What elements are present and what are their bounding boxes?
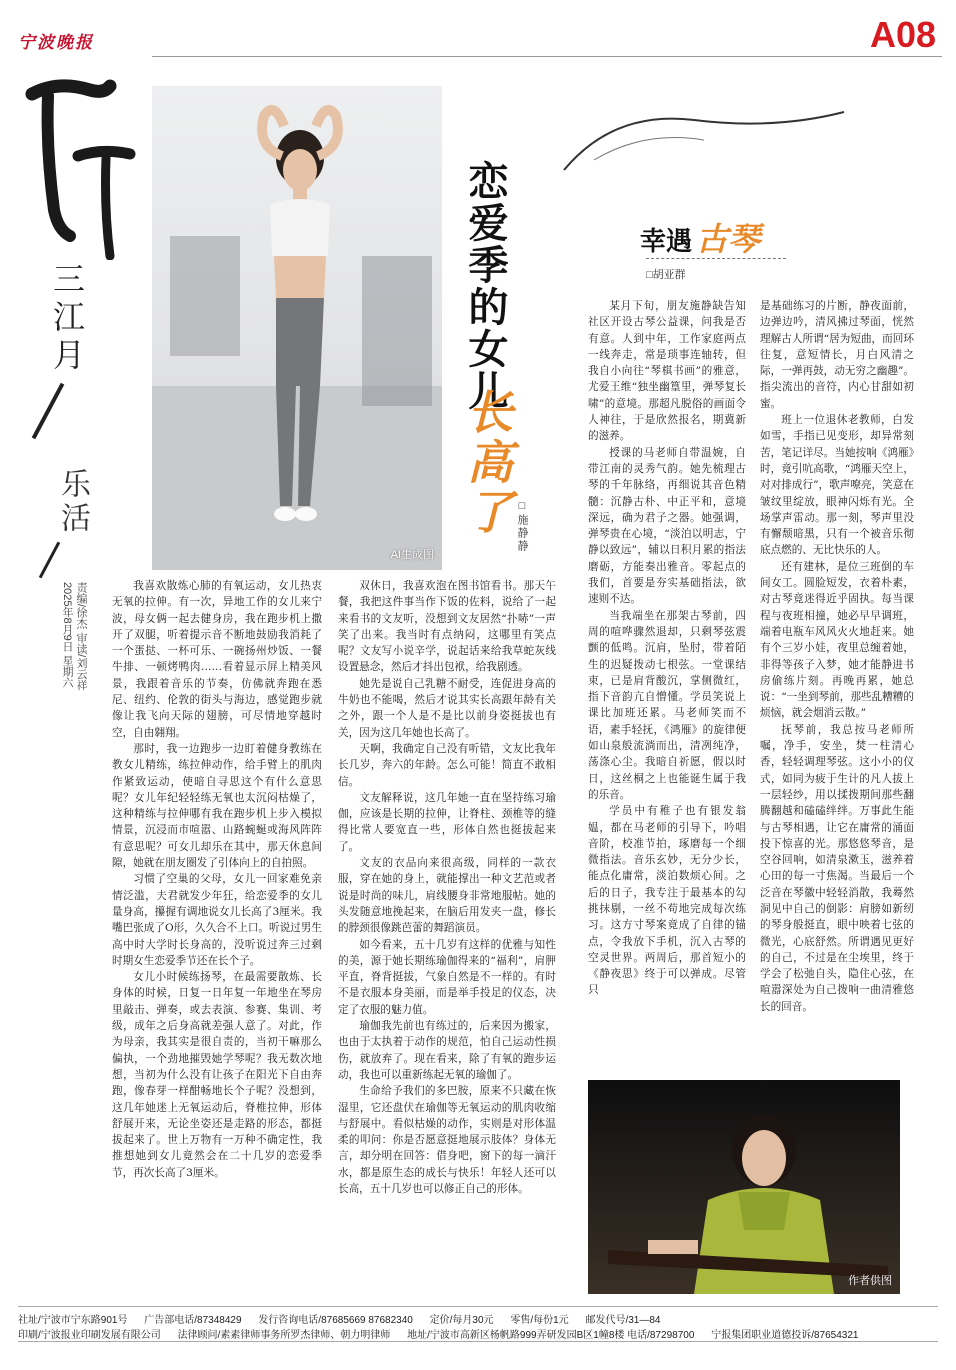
article1-paragraph: 瑜伽我先前也有练过的，后来因为搬家，也由于太执着于动作的规范，怕自己运动性损伤，就放弃了。现在看来，除了有氧的跑步运动，我也可以重新练起无氧的瑜伽了。 bbox=[338, 1020, 556, 1081]
article1-paragraph: 生命给予我们的多巴胺，原来不只藏在恢湿里，它还盘伏在瑜伽等无氧运动的肌肉收缩与舒展中。看似枯燥的动作，实则是对形体温柔的叩问：你是否愿意挺地展示肢体？身体无言，却分明在回答：借身吧，窗下的每一滴汗水，都是原生态的成长与快乐！年轻人还可以长高，五十几岁也可以修正自己的形体。 bbox=[338, 1085, 556, 1195]
page-number: A08 bbox=[869, 14, 936, 55]
article1-paragraph: 女儿小时候练扬琴，在最需要散炼、长身体的时候，日复一日年复一年地坐在琴房里敲击、弹奏，或去表演、参赛、集训、考级，成年之后身高就差强人意了。对此，作为母亲，我其实是很自责的，当初干嘛那么偏执，一个劲地摧毁她学琴呢？我无数次地想，当初为什么没有让孩子在阳光下自由奔跑，像春芽一样酣畅地长个子呢？没想到，这几年她迷上无氧运动后，脊椎拉伸，形体舒展开来，无论坐姿还是走路的形态，都挺拔起来了。世上万物有一万种不确定性，我推想她到女儿竟然会在二十几岁的恋爱季节，再次长高了3厘米。 bbox=[112, 971, 322, 1179]
footer-ad-phone: 广告部电话/87348429 bbox=[144, 1315, 242, 1326]
footer-ethics-complaint: 宁报集团职业道德投诉/87654321 bbox=[711, 1330, 859, 1341]
header-rule bbox=[152, 56, 942, 57]
footer-rule-top bbox=[18, 1306, 938, 1307]
footer-line-1 bbox=[18, 1311, 674, 1326]
article2-col2 bbox=[760, 298, 914, 1015]
article2-title-plain: 幸遇 bbox=[640, 226, 693, 256]
article1-byline: □施静静 bbox=[516, 500, 528, 553]
fitness-photo bbox=[152, 86, 442, 570]
article2-byline: □胡亚群 bbox=[646, 269, 686, 281]
article2-col1 bbox=[588, 298, 746, 999]
footer-legal-advisor: 法律顾问/素素律师事务所罗杰律师、朝力明律师 bbox=[177, 1330, 391, 1341]
section-subtitle: 乐活 bbox=[55, 468, 90, 536]
article2-title bbox=[640, 214, 760, 260]
article1-title-accent: 长高了 bbox=[460, 388, 514, 538]
article2-paragraph: 班上一位退休老教师，白发如雪，手指已见变形，却异常刻苦，笔记详尽。当她按响《鸿雁》时，竟引吭高歌，“鸿雁天空上，对对排成行”，歌声嘹亮，笑意在皱纹里绽放，眼神闪烁有光。全场掌声雷动。那一刻，琴声里没有懈颓暗黑，只有一个被音乐彻底点燃的、无比快乐的人。 bbox=[760, 414, 914, 557]
article2-paragraph: 抚琴前，我总按马老师所嘱，净手，安坐，焚一柱清心香，轻轻调理琴弦。这小小的仪式，如同为疲于生计的凡人拔上一层轻纱，用以揉拨期间那些翻腾翻越和磕磕绊绊。万事此生能与古琴相遇，让它在庸常的涌面投下惊喜的光。那悠悠琴音，是空谷回响，如清泉漱玉，滋养着心田的每一寸焦渴。当最后一个泛音在琴徽中轻轻消散，我蓦然洞见中自己的倒影：肩膀如新纫的琴身般挺直，眼中映着七弦的微光，心底舒然。所谓遇见更好的自己，不过是在尘埃里，终于学会了松弛自头，隐住心弦，在喧嚣深处为自己拨响一曲清雅悠长的回音。 bbox=[760, 723, 914, 1013]
section-divider bbox=[32, 383, 65, 440]
article1-paragraph: 我喜欢散炼心肺的有氧运动，女儿热衷无氧的拉伸。有一次，异地工作的女儿来宁波，母女俩一起去健身房，我在跑步机上撒开了双腿，听着提示音不断地鼓励我消耗了一个蛋挞、一杯可乐、一碗扬州炒饭、一餐牛排、一顿烤鸭肉……看着显示屏上精美风景，我跟着音乐的节奏，仿佛就奔跑在悉尼、纽约、伦敦的街头与海边，感觉跑步就像让我飞向天际的翅膀，可尽情地穿越时空，自由翱翔。 bbox=[112, 580, 322, 739]
article2-paragraph: 学员中有稚子也有银发翁媪，都在马老师的引导下，吟唱音阶，校准节拍，琢磨每一个细微指法。音乐玄妙，无分少长，能点化庸常，淡泊数烦心间。之后的日子，我专注于最基本的勾挑抹剔，一丝不苟地完成每次练习。这方寸琴案竟成了自律的锚点，令我放下手机，沉入古琴的空灵世界。两周后，那首短小的《静夜思》终于可以弹成。尽管只 bbox=[588, 805, 746, 997]
footer-print-address: 地址/宁波市高新区杨帆路999弄研发园B区1幢8楼 电话/87298700 bbox=[407, 1330, 695, 1341]
footer-monthly-price: 定价/每月30元 bbox=[429, 1315, 494, 1326]
footer-retail-price: 零售/每份1元 bbox=[510, 1315, 569, 1326]
article1-paragraph: 双休日，我喜欢泡在图书馆看书。那天午餐，我把这件事当作下饭的佐料，说给了一起来看书的文友听，没想到文友居然“扑哧”一声笑了出来。我当时有点纳闷，这哪里有笑点呢？文友写小说辛学，说起话来给我草蛇灰线设置悬念，然后才抖出包袱，给我剧透。 bbox=[338, 580, 556, 674]
footer-distribution-phone: 发行咨询电话/87685669 87682340 bbox=[258, 1315, 413, 1326]
footer-rule-bottom bbox=[18, 1341, 938, 1342]
article1-col2 bbox=[338, 578, 556, 1197]
section-divider-2 bbox=[39, 542, 60, 579]
footer-line-2 bbox=[18, 1326, 873, 1341]
date-line: 2025年8月9日 星期六 bbox=[61, 582, 73, 688]
article2-paragraph: 授课的马老师自带温婉，自带江南的灵秀气韵。她先梳理古琴的千年脉络，再细说其音色精髓：沉静古朴、中正平和，意境深远，确为君子之器。她强调，弹琴贵在心境，“淡泊以明志，宁静以致远”，辅以日积月累的指法磨砺，方能奏出雅音。零起点的我们，首要是夯实基础指法，欲速则不达。 bbox=[588, 446, 746, 606]
masthead-logo: 宁波晚报 bbox=[18, 33, 94, 53]
brush-swirl-decoration bbox=[554, 100, 854, 180]
editor-credits bbox=[60, 582, 88, 690]
article2-title-accent: 古琴 bbox=[696, 220, 761, 258]
title-underline bbox=[646, 258, 786, 259]
article1-paragraph: 天啊，我确定自己没有听错，文友比我年长几岁，奔六的年龄。怎么可能！简直不敢相信。 bbox=[338, 742, 556, 788]
guqin-player-illustration bbox=[588, 1080, 900, 1294]
article1-col1 bbox=[112, 578, 322, 1181]
photo-caption-ai: AI生成图 bbox=[390, 549, 434, 561]
footer-address: 社址/宁波市宁东路901号 bbox=[18, 1315, 128, 1326]
footer-printer: 印刷/宁波报业印刷发展有限公司 bbox=[18, 1330, 161, 1341]
editors-line: 责编/徐杰 审读/刘云祥 bbox=[75, 582, 87, 691]
calligraphy-decoration bbox=[18, 60, 138, 260]
article1-title: 恋爱季的女儿 bbox=[462, 160, 509, 412]
article1-paragraph: 如今看来，五十几岁有这样的优雅与知性的美，源于她长期练瑜伽得来的“福利”，肩胛平直，脊背挺拔，气象自然是不一样的。有时不是衣服本身美丽，而是举手投足的仪态，决定了衣服的魅力值。 bbox=[338, 938, 556, 1016]
article2-paragraph: 当我端坐在那架古琴前，四周的喧哗骤然退却，只剩琴弦震颤的低鸣。沉肩，坠肘，带着陌生的迟疑拨动七根弦。一堂课结束，已是肩背酸沉，掌侧微红，指下音韵亢自憎懂。学员笑说上课比加班还累。马老师笑而不语，素手轻抚，《鸿雁》的旋律便如山泉般流淌而出，清冽纯净，荡涤心尘。我暗自祈愿，假以时日，这丝桐之上也能诞生属于我的乐音。 bbox=[588, 609, 746, 801]
footer-postal-code: 邮发代号/31—84 bbox=[585, 1315, 661, 1326]
article1-paragraph: 文友解释说，这几年她一直在坚持练习瑜伽，应该是长期的拉伸，让脊柱、颈椎等的缝得比常人要宽直一些，形体自然也挺拔起来了。 bbox=[338, 791, 556, 853]
article2-paragraph: 是基础练习的片断，静夜面前，边弹边吟，清风拂过琴面，恍然理解古人所谓“居为短曲，而回环往复，意短情长，月白风清之际，一弹再鼓，动无穷之幽趣”。指尖流出的音符，内心甘甜如初蜜。 bbox=[760, 300, 914, 410]
guqin-photo bbox=[588, 1080, 900, 1294]
photo-caption-author: 作者供图 bbox=[848, 1275, 892, 1287]
article2-paragraph: 某月下旬，朋友施静缺告知社区开设古琴公益课，问我是否有意。人到中年，工作家庭两点一线奔走，常是琐事连轴转，但我自小向往“琴棋书画”的雅意，尤爱王维“独坐幽篁里，弹琴复长啸”的意境。那超凡脱俗的画面令人神往，于是欣然报名，期冀新的滋养。 bbox=[588, 300, 746, 443]
article2-paragraph: 还有建林，是位三班倒的车间女工。圆脸短发，衣着朴素，对古琴竟迷得近乎固执。每当课程与夜班相撞，她必早早调班，端着电瓶车风风火火地赶来。她有个三岁小娃，夜里总缠着她，非得等孩子入梦，她才能静进书房偷练片刻。再晚再累，她总说：“一坐到琴前，那些乱糟糟的烦恼，就会烟消云散。” bbox=[760, 560, 914, 720]
article1-paragraph: 文友的衣品向来很高级，同样的一款衣服，穿在她的身上，就能撑出一种文艺范或者说是时尚的味儿，肩线腰身非常地服帖。她的头发随意地挽起来，在脑后用发夹一盘，修长的脖颈很像跳芭蕾的舞蹈演员。 bbox=[338, 857, 556, 935]
article1-paragraph: 那时，我一边跑步一边盯着健身教练在教女儿精练，练拉伸动作，给手臂上的肌肉作紧致运动，使暗自寻思这个有什么意思呢？女儿年纪轻轻练无氧也太沉闷枯燥了，这种精练与拉伸哪有我在跑步机上步入模拟情景，沉浸而市喧嚣、山路蜿蜒或海风阵阵有意思呢？可女儿却乐在其中，那天休息间隙，她就在朋友圈发了引体向上的自拍照。 bbox=[112, 742, 322, 870]
fitness-figure-illustration bbox=[152, 86, 442, 570]
article1-paragraph: 她先是说自己乳糖不耐受，连促进身高的牛奶也不能喝，然后才说其实长高跟年龄有关之外，跟一个人是不是比以前身姿挺拔也有关，因为这几年她也长高了。 bbox=[338, 677, 556, 739]
section-title: 三江月 bbox=[48, 262, 86, 376]
article1-paragraph: 习惯了空巢的父母，女儿一回家难免亲情泛滥，夫君就发少年狂，给恋爱季的女儿量身高，攥握有调地说女儿长高了3厘米。我嘴巴张成了O形，久久合不上口。听说过男生高中时大学时长身高的，没听说过奔三过剩时期女生恋爱季节还在长个子。 bbox=[112, 873, 322, 967]
